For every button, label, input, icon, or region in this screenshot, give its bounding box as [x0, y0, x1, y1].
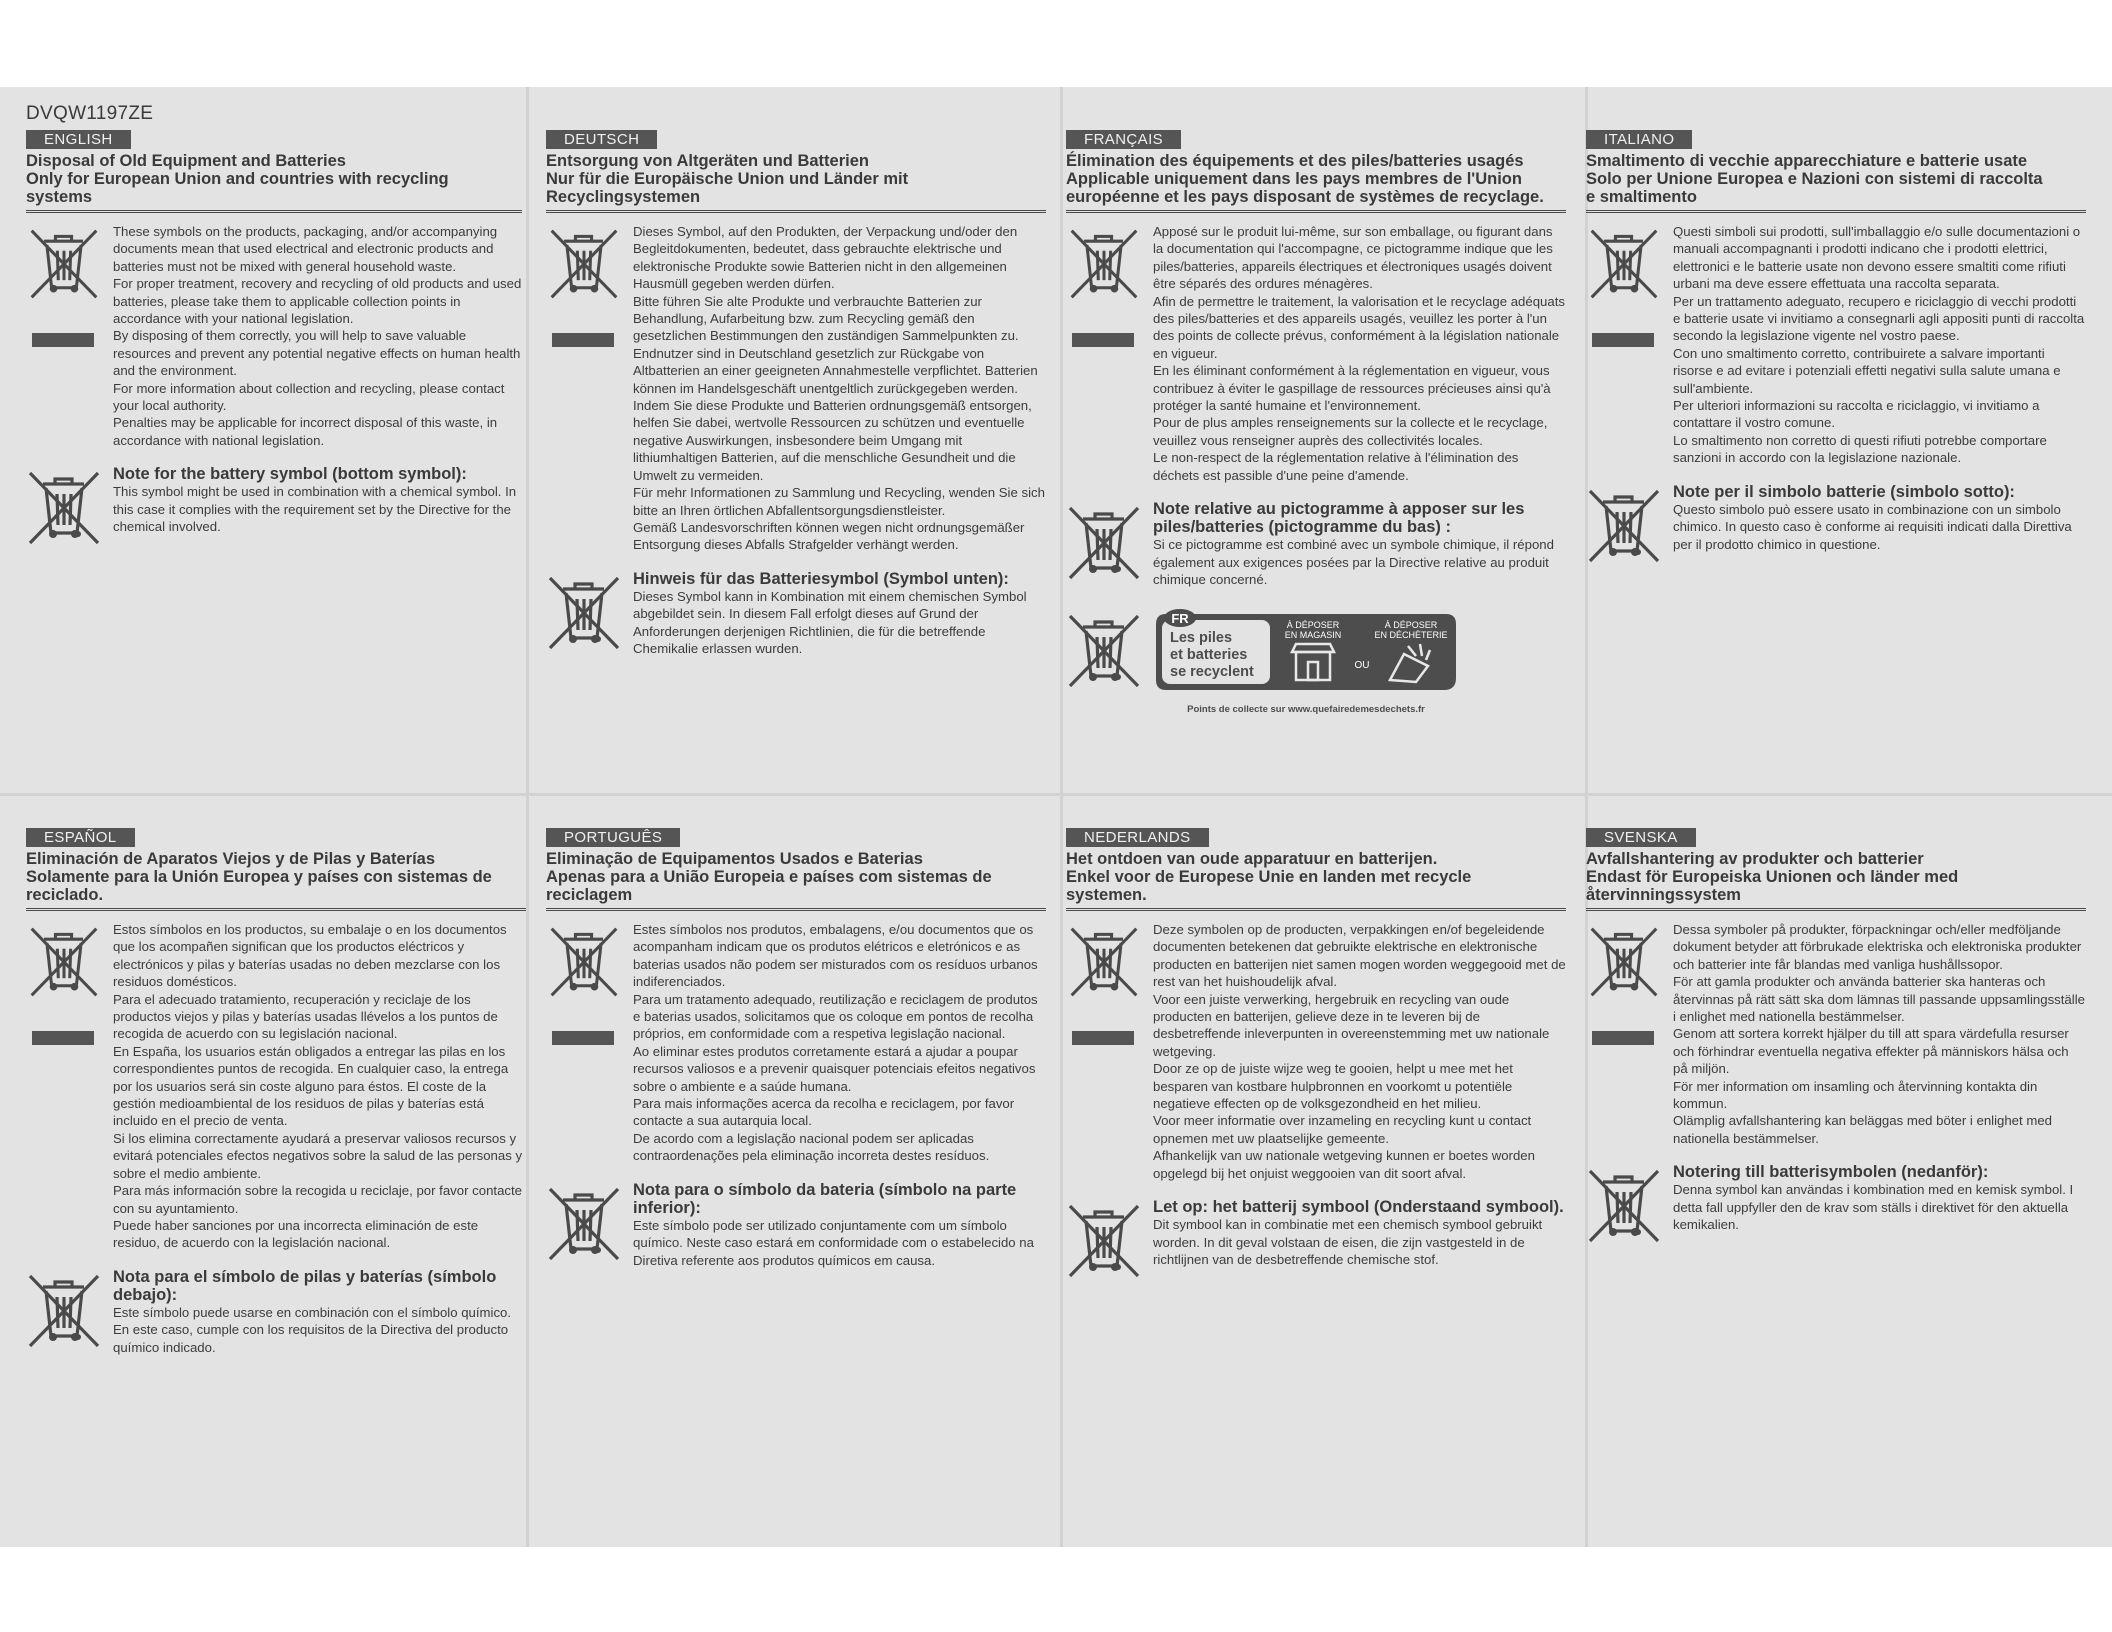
note-text: Dit symbool kan in combinatie met een chemisch symbool gebruikt worden. In dit geval volstaan de eisen, die zijn vastgesteld in de richtlijnen van de desbetreffende chemische stof.	[1153, 1217, 1543, 1267]
black-bar-mark	[552, 1031, 614, 1045]
black-bar-mark	[1072, 1031, 1134, 1045]
info-paragraph: These symbols on the products, packaging, and/or accompanying documents mean that used electrical and electronic products and batteries must not be mixed with general household waste.	[113, 224, 498, 274]
info-paragraph: Lo smaltimento non corretto di questi rifiuti potrebbe comportare sanzioni in accordo con la legislazione nazionale.	[1673, 432, 2047, 466]
panel-francais	[1066, 130, 1566, 728]
badge-country: FR	[1171, 611, 1189, 627]
info-paragraph: Deze symbolen op de producten, verpakkingen en/of begeleidende documenten betekenen dat gebruikte elektrische en elektronische producten en batterijen niet samen mogen worden weggegooid met de rest van het huishoudelijk afval.	[1153, 922, 1566, 990]
heading-line: systems	[26, 188, 93, 206]
panel-italiano	[1586, 130, 2086, 553]
note-text: Este símbolo puede usarse en combinación con el símbolo químico. En este caso, cumple con los requisitos de la Directiva del producto químico indicado.	[113, 1304, 512, 1355]
info-paragraph: Estes símbolos nos produtos, embalagens, e/ou documentos que os acompanham indicam que os produtos elétricos e eletrónicos e as baterias usados não podem ser misturados com os resíduos urbanos indiferenciados.	[633, 922, 1038, 990]
crossed-bin-icon	[1066, 923, 1141, 1045]
language-tab: ITALIANO	[1586, 130, 1692, 149]
section-heading	[1586, 850, 2086, 911]
battery-bin-icon	[1066, 610, 1141, 692]
battery-bin-icon	[546, 1183, 621, 1265]
battery-note	[1586, 483, 2086, 553]
battery-note	[26, 465, 522, 535]
panel-english	[26, 130, 522, 536]
info-paragraph: Pour de plus amples renseignements sur la collecte et le recyclage, veuillez vous renseigner auprès des collectivités locales.	[1153, 415, 1548, 448]
language-tab: DEUTSCH	[546, 130, 657, 149]
battery-note	[1586, 1163, 2086, 1233]
language-tab: ENGLISH	[26, 130, 131, 149]
black-bar-mark	[1072, 333, 1134, 347]
info-paragraph: Para um tratamento adequado, reutilização e reciclagem de produtos e baterias usados, solicitamos que os coloque em pontos de recolha próprios, em conformidade com a respetiva legislação nacional.	[633, 991, 1038, 1042]
note-title: Let op: het batterij symbool (Onderstaand symbool).	[1153, 1198, 1564, 1217]
info-paragraph: Bitte führen Sie alte Produkte und verbrauchte Batterien zur Behandlung, Aufarbeitung bzw. zum Recycling gemäß den gesetzlichen Bestimmungen den zuständigen Sammelpunkten zu. Endnutzer sind in Deutschland gesetzlich zur Rückgabe von Altbatterien an einer geeigneten Annahmestelle verpflichtet. Batterien können im Handelsgeschäft unentgeltlich zurückgegeben werden.	[633, 293, 1038, 396]
info-paragraph: För mer information om insamling och återvinning kontakta din kommun.	[1673, 1078, 2038, 1112]
crossed-bin-icon	[1066, 225, 1141, 347]
badge-or: OU	[1354, 660, 1370, 672]
info-paragraph: För att gamla produkter och använda batterier ska hanteras och återvinnas på rätt sätt ska dom lämnas till passande uppsamlingsställe i enlighet med nationella bestämmelser.	[1673, 974, 2085, 1025]
crossed-bin-icon	[546, 225, 621, 347]
info-paragraph: Puede haber sanciones por una incorrecta eliminación de este residuo, de acuerdo con la legislación nacional.	[113, 1217, 479, 1251]
info-paragraph: Para más información sobre la recogida u reciclaje, por favor contacte con su ayuntamiento.	[113, 1183, 523, 1216]
info-paragraph: Questi simboli sui prodotti, sull'imballaggio e/o sulle documentazioni o manuali accompagnanti i prodotti indicano che i prodotti elettrici, elettronici e le batterie usate non devono essere smaltiti come rifiuti urbani ma deve essere effettuata una raccolta separata.	[1673, 224, 2081, 292]
disposal-info	[1586, 921, 2086, 1147]
disposal-info	[26, 223, 522, 449]
battery-note	[1066, 1198, 1566, 1268]
section-heading	[1066, 152, 1566, 213]
badge-slogan: se recyclent	[1170, 664, 1254, 681]
note-text: Questo simbolo può essere usato in combinazione con un simbolo chimico. In questo caso è conforme ai requisiti indicati dalla Direttiva per il prodotto chimico in questione.	[1673, 501, 2072, 552]
heading-line: Recyclingsystemen	[546, 188, 701, 206]
info-paragraph: Ao eliminar estes produtos corretamente estará a ajudar a poupar recursos valiosos e a prevenir quaisquer potenciais efeitos negativos sobre o ambiente e a saúde humana.	[633, 1043, 1036, 1094]
triman-badge-row	[1066, 606, 1566, 728]
info-paragraph: By disposing of them correctly, you will help to save valuable resources and prevent any potential negative effects on human health and the environment.	[113, 328, 521, 379]
note-text: This symbol might be used in combination with a chemical symbol. In this case it complies with the requirement set by the Directive for the chemical involved.	[113, 484, 517, 535]
info-paragraph: Con uno smaltimento corretto, contribuirete a salvare importanti risorse e ad evitare i potenziali effetti negativi sulla salute umana e sull'ambiente.	[1673, 345, 2061, 396]
heading-line: Eliminación de Aparatos Viejos y de Pilas y Baterías	[26, 850, 436, 868]
heading-line: Smaltimento di vecchie apparecchiature e batterie usate	[1586, 152, 2028, 170]
info-paragraph: Für mehr Informationen zu Sammlung und Recycling, wenden Sie sich bitte an Ihren örtlichen Abfallentsorgungsdienstleister.	[633, 485, 1045, 518]
black-bar-mark	[1592, 333, 1654, 347]
panel-espanol	[26, 828, 526, 1356]
note-text: Este símbolo pode ser utilizado conjuntamente com um símbolo químico. Neste caso estará em conformidade com o estabelecido na Diretiva referente aos produtos químicos em causa.	[633, 1217, 1034, 1268]
battery-note	[26, 1268, 526, 1356]
info-paragraph: Door ze op de juiste wijze weg te gooien, helpt u mee met het besparen van kostbare hulpbronnen en voorkomt u potentiële negatieve effecten op de volksgezondheid en het milieu.	[1153, 1061, 1513, 1112]
info-paragraph: Voor een juiste verwerking, hergebruik en recycling van oude producten en batterijen, gelieve deze in te leveren bij de desbetreffende inleverpunten in overeenstemming met uw nationale wetgeving.	[1153, 991, 1550, 1059]
info-paragraph: Si los elimina correctamente ayudará a preservar valiosos recursos y evitará potenciales efectos negativos sobre la salud de las personas y sobre el medio ambiente.	[113, 1130, 523, 1181]
fold-line	[1060, 87, 1063, 1547]
info-paragraph: Gemäß Landesvorschriften können wegen nicht ordnungsgemäßer Entsorgung dieses Abfalls Strafgelder verhängt werden.	[633, 519, 1025, 553]
disposal-info	[1066, 921, 1566, 1182]
triman-badge	[1146, 606, 1566, 729]
info-paragraph: Genom att sortera korrekt hjälper du till att spara värdefulla resurser och förhindrar eventuella negativa effekter på människors hälsa och på miljön.	[1673, 1026, 2069, 1077]
info-paragraph: Olämplig avfallshantering kan beläggas med böter i enlighet med nationella bestämmelser.	[1673, 1113, 2052, 1146]
heading-line: européenne et les pays disposant de systèmes de recyclage.	[1066, 188, 1544, 206]
heading-line: Eliminação de Equipamentos Usados e Baterias	[546, 850, 923, 868]
panel-deutsch	[546, 130, 1046, 657]
black-bar-mark	[32, 1031, 94, 1045]
heading-line: Disposal of Old Equipment and Batteries	[26, 152, 346, 170]
disposal-info	[1586, 223, 2086, 467]
badge-option-store: EN MAGASIN	[1284, 630, 1342, 641]
badge-slogan: et batteries	[1170, 647, 1248, 664]
battery-bin-icon	[1586, 485, 1661, 567]
black-bar-mark	[1592, 1031, 1654, 1045]
section-heading	[546, 152, 1046, 213]
info-paragraph: Dessa symboler på produkter, förpackningar och/eller medföljande dokument betyder att förbrukade elektriska och elektroniska produkter och batterier inte får blandas med vanliga hushållssopor.	[1673, 922, 2082, 972]
heading-line: Only for European Union and countries with recycling	[26, 170, 449, 188]
heading-line: Nur für die Europäische Union und Länder mit	[546, 170, 909, 188]
info-paragraph: En les éliminant conformément à la réglementation en vigueur, vous contribuez à éviter le gaspillage de ressources précieuses ainsi qu'à protéger la santé humaine et l'environnement.	[1153, 363, 1551, 414]
language-tab: NEDERLANDS	[1066, 828, 1209, 847]
info-paragraph: For more information about collection and recycling, please contact your local authority.	[113, 380, 505, 414]
language-tab: ESPAÑOL	[26, 828, 135, 847]
battery-note	[546, 1181, 1046, 1269]
panel-nederlands	[1066, 828, 1566, 1268]
disposal-info	[1066, 223, 1566, 484]
battery-note	[1066, 500, 1566, 588]
battery-bin-icon	[1066, 502, 1141, 584]
battery-bin-icon	[26, 1270, 101, 1352]
heading-line: Applicable uniquement dans les pays membres de l'Union	[1066, 170, 1522, 188]
disposal-info	[546, 223, 1046, 554]
info-paragraph: Per un trattamento adeguato, recupero e riciclaggio di vecchi prodotti e batterie usate vi invitiamo a consegnarli agli appositi punti di raccolta secondo la legislazione vigente nel vostro paese.	[1673, 293, 2085, 344]
section-heading	[26, 850, 526, 911]
heading-line: e smaltimento	[1586, 188, 1697, 206]
heading-line: Het ontdoen van oude apparatuur en batterijen.	[1066, 850, 1438, 868]
heading-line: återvinningssystem	[1586, 886, 1741, 904]
heading-line: Solo per Unione Europea e Nazioni con sistemi di raccolta	[1586, 170, 2043, 188]
panel-portugues	[546, 828, 1046, 1269]
heading-line: Élimination des équipements et des piles/batteries usagés	[1066, 152, 1524, 170]
info-paragraph: Voor meer informatie over inzameling en recycling kunt u contact opnemen met uw plaatselijke gemeente.	[1153, 1113, 1532, 1146]
heading-line: Apenas para a União Europeia e países com sistemas de	[546, 868, 992, 886]
info-paragraph: Para mais informações acerca da recolha e reciclagem, por favor contacte a sua autarquia local.	[633, 1096, 1015, 1129]
fold-line	[526, 87, 529, 1547]
battery-bin-icon	[1066, 1200, 1141, 1282]
info-paragraph: Afin de permettre le traitement, la valorisation et le recyclage adéquats des piles/batteries et des appareils usagés, veuillez les porter à l'un des points de collecte prévus, conformément à la législation nationale en vigueur.	[1153, 293, 1565, 361]
crossed-bin-icon	[1586, 923, 1661, 1045]
panel-svenska	[1586, 828, 2086, 1234]
section-heading	[1066, 850, 1566, 911]
battery-bin-icon	[26, 467, 101, 549]
heading-line: reciclagem	[546, 886, 633, 904]
note-title: Note per il simbolo batterie (simbolo sotto):	[1673, 482, 2015, 501]
language-tab: SVENSKA	[1586, 828, 1696, 847]
section-heading	[546, 850, 1046, 911]
heading-line: reciclado.	[26, 886, 104, 904]
note-title: Nota para o símbolo da bateria (símbolo na parte inferior):	[633, 1180, 1017, 1217]
info-paragraph: Indem Sie diese Produkte und Batterien ordnungsgemäß entsorgen, helfen Sie dabei, wertvolle Ressourcen zu schützen und eventuelle negative Auswirkungen, insbesondere beim Umgang mit lithiumhaltigen Batterien, auf die menschliche Gesundheit und die Umwelt zu vermeiden.	[633, 398, 1032, 483]
badge-option-dump: À DÉPOSER	[1384, 620, 1438, 631]
section-heading	[1586, 152, 2086, 213]
note-title: Note relative au pictogramme à apposer sur les piles/batteries (pictogramme du bas) :	[1153, 500, 1525, 537]
info-paragraph: Apposé sur le produit lui-même, sur son emballage, ou figurant dans la documentation qui l'accompagne, ce pictogramme indique que les piles/batteries, appareils électriques et électroniques usagés doivent être séparés des ordures ménagères.	[1153, 224, 1553, 292]
info-paragraph: Per ulteriori informazioni su raccolta e riciclaggio, vi invitiamo a contattare il vostro comune.	[1673, 398, 2040, 431]
note-title: Note for the battery symbol (bottom symbol):	[113, 465, 467, 484]
info-paragraph: Dieses Symbol, auf den Produkten, der Verpackung und/oder den Begleitdokumenten, bedeutet, dass gebrauchte elektrische und elektronische Produkte sowie Batterien nicht in den allgemeinen Hausmüll gegeben werden dürfen.	[633, 224, 1018, 292]
section-heading	[26, 152, 522, 213]
badge-footer: Points de collecte sur www.quefairedemesdechets.fr	[1187, 704, 1425, 716]
note-text: Denna symbol kan användas i kombination med en kemisk symbol. I detta fall uppfyller den de krav som ställs i direktivet för den aktuella kemikalien.	[1673, 1182, 2074, 1233]
crossed-bin-icon	[546, 923, 621, 1045]
info-paragraph: De acordo com a legislação nacional podem ser aplicadas contraordenações pela eliminação incorreta destes resíduos.	[633, 1130, 990, 1164]
badge-option-store: À DÉPOSER	[1286, 620, 1340, 631]
info-paragraph: Le non-respect de la réglementation relative à l'élimination des déchets est passible d'une peine d'amende.	[1153, 450, 1519, 483]
note-title: Notering till batterisymbolen (nedanför):	[1673, 1163, 1989, 1182]
info-paragraph: Para el adecuado tratamiento, recuperación y reciclaje de los productos viejos y pilas y baterías usadas llévelos a los puntos de recogida de acuerdo con su legislación nacional.	[113, 991, 498, 1042]
info-paragraph: En España, los usuarios están obligados a entregar las pilas en los correspondientes puntos de recogida. En cualquier caso, la entrega por los usuarios será sin coste alguno para éstos. El coste de la gestión medioambiental de los residuos de pilas y baterías está incluido en el precio de venta.	[113, 1043, 509, 1129]
info-paragraph: Penalties may be applicable for incorrect disposal of this waste, in accordance with national legislation.	[113, 415, 498, 448]
disposal-info	[546, 921, 1046, 1165]
fold-line	[0, 793, 2112, 796]
info-paragraph: For proper treatment, recovery and recycling of old products and used batteries, please take them to applicable collection points in accordance with your national legislation.	[113, 276, 522, 327]
crossed-bin-icon	[26, 923, 101, 1045]
language-tab: FRANÇAIS	[1066, 130, 1181, 149]
battery-bin-icon	[1586, 1165, 1661, 1247]
badge-slogan: Les piles	[1170, 630, 1233, 647]
black-bar-mark	[552, 333, 614, 347]
heading-line: Avfallshantering av produkter och batterier	[1586, 850, 1924, 868]
info-paragraph: Afhankelijk van uw nationale wetgeving kunnen er boetes worden opgelegd bij het onjuist weggooien van dit soort afval.	[1153, 1148, 1535, 1181]
note-text: Dieses Symbol kann in Kombination mit einem chemischen Symbol abgebildet sein. In diesem Fall erfolgt dieses auf Grund der Anforderungen derjenigen Richtlinien, die für die betreffende Chemikalie erlassen wurden.	[633, 588, 1027, 656]
black-bar-mark	[32, 333, 94, 347]
note-text: Si ce pictogramme est combiné avec un symbole chimique, il répond également aux exigences posées par la Directive relative au produit chimique concerné.	[1153, 537, 1554, 587]
heading-line: Endast för Europeiska Unionen och länder med	[1586, 868, 1959, 886]
heading-line: Entsorgung von Altgeräten und Batterien	[546, 152, 869, 170]
crossed-bin-icon	[1586, 225, 1661, 347]
crossed-bin-icon	[26, 225, 101, 347]
heading-line: systemen.	[1066, 886, 1147, 904]
heading-line: Enkel voor de Europese Unie en landen met recycle	[1066, 868, 1472, 886]
note-title: Nota para el símbolo de pilas y baterías (símbolo debajo):	[113, 1267, 497, 1304]
disposal-info	[26, 921, 526, 1252]
language-tab: PORTUGUÊS	[546, 828, 680, 847]
info-paragraph: Estos símbolos en los productos, su embalaje o en los documentos que los acompañen significan que los productos eléctricos y electrónicos y pilas y baterías usadas no deben mezclarse con los residuos domésticos.	[113, 922, 507, 990]
note-title: Hinweis für das Batteriesymbol (Symbol unten):	[633, 569, 1009, 588]
battery-note	[546, 570, 1046, 658]
battery-bin-icon	[546, 572, 621, 654]
badge-option-dump: EN DÉCHÈTERIE	[1374, 630, 1448, 641]
document-code: DVQW1197ZE	[26, 103, 154, 124]
heading-line: Solamente para la Unión Europea y países con sistemas de	[26, 868, 492, 886]
